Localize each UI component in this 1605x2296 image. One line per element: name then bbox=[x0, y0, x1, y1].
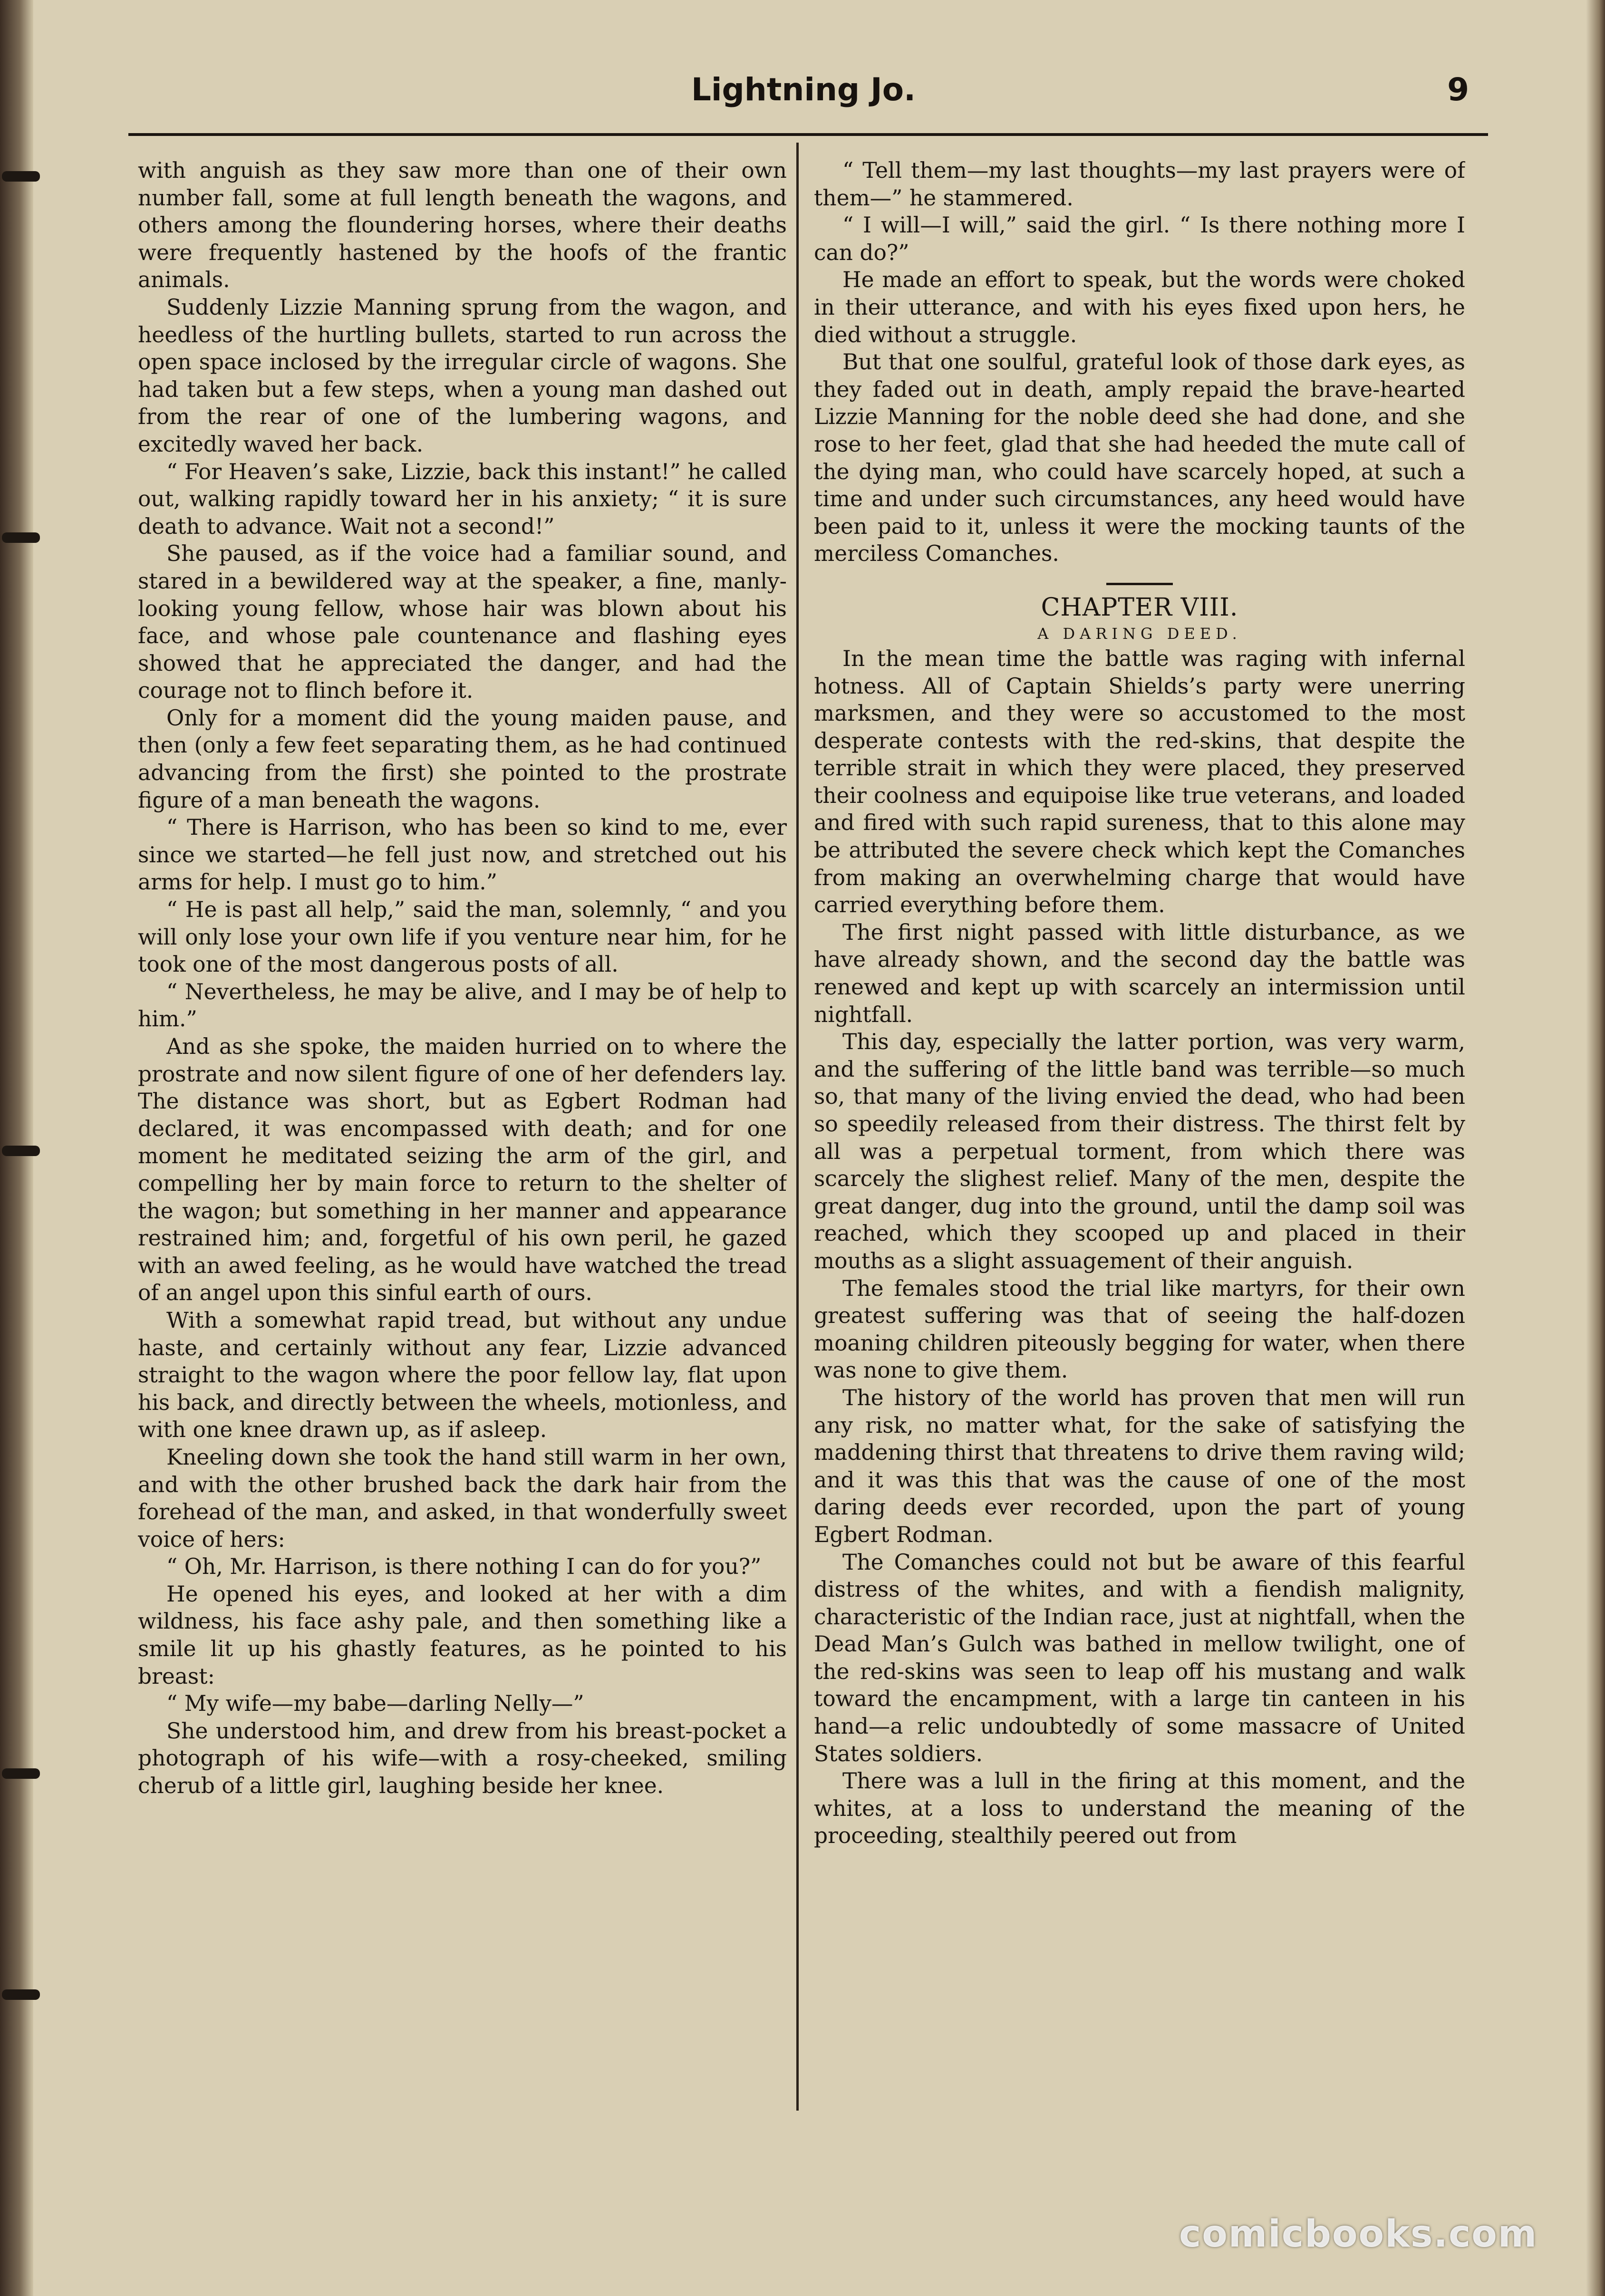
paragraph: “ My wife—my babe—darling Nelly—” bbox=[166, 1691, 584, 1717]
paragraph: And as she spoke, the maiden hurried on to where the prostrate and now silent figure of one of her defenders lay. The distance was short, but as Egbert Rodman had declared, it was encompassed with death; and for one moment he meditated seizing the arm of the girl, and compelling her by main force to return to the shelter of the wagon; but something in her manner and appearance restrained him; and, forgetful of his own peril, he gazed with an awed feeling, as he would have watched the tread of an angel upon this sinful earth of ours. bbox=[138, 1034, 787, 1306]
chapter-separator-rule bbox=[1106, 583, 1173, 585]
watermark: comicbooks.com bbox=[1179, 2213, 1538, 2256]
page-edge bbox=[1586, 0, 1605, 2296]
paragraph: “ Tell them—my last thoughts—my last prayers were of them—” he stammered. bbox=[814, 158, 1465, 211]
left-column bbox=[138, 157, 787, 2130]
paragraph: The females stood the trial like martyrs, for their own greatest suffering was that of seeing the half-dozen moaning children piteously begging for water, when there was none to give them. bbox=[814, 1275, 1465, 1383]
binding-stitch bbox=[2, 171, 40, 182]
paragraph: She paused, as if the voice had a familiar sound, and stared in a bewildered way at the speaker, a fine, manly-looking young fellow, whose hair was blown about his face, and whose pale countenance and flashing eyes showed that he appreciated the danger, and had the courage not to flinch before it. bbox=[138, 541, 787, 704]
column-divider bbox=[796, 143, 799, 2111]
binding-stitch bbox=[2, 1989, 40, 2000]
page-number: 9 bbox=[1447, 71, 1469, 108]
paragraph: He made an effort to speak, but the words were choked in their utterance, and with his eyes fixed upon hers, he died without a struggle. bbox=[814, 267, 1465, 347]
binding-stitch bbox=[2, 1768, 40, 1779]
running-title: Lightning Jo. bbox=[691, 71, 916, 108]
paragraph: With a somewhat rapid tread, but without any undue haste, and certainly without any fear, Lizzie advanced straight to the wagon where the poor fellow lay, flat upon his back, and directly between the wheels, motionless, and with one knee drawn up, as if asleep. bbox=[138, 1307, 787, 1443]
page-header bbox=[0, 71, 1605, 124]
paragraph: “ There is Harrison, who has been so kind to me, ever since we started—he fell just now, and stretched out his arms for help. I must go to him.” bbox=[138, 815, 787, 895]
binding-stitch bbox=[2, 532, 40, 543]
paragraph: The first night passed with little disturbance, as we have already shown, and the second day the battle was renewed and kept up with scarcely an intermission until nightfall. bbox=[814, 919, 1465, 1027]
paragraph: She understood him, and drew from his breast-pocket a photograph of his wife—with a rosy-cheeked, smiling cherub of a little girl, laughing beside her knee. bbox=[138, 1718, 787, 1799]
binding-stitch bbox=[2, 1146, 40, 1156]
paragraph: This day, especially the latter portion, was very warm, and the suffering of the little band was terrible—so much so, that many of the living envied the dead, who had been so speedily released from their distress. The thirst felt by all was a perpetual torment, from which there was scarcely the slighest relief. Many of the men, despite the great danger, dug into the ground, until the damp soil was reached, which they scooped up and placed in their mouths as a slight assuagement of their anguish. bbox=[814, 1029, 1465, 1273]
paragraph: The history of the world has proven that men will run any risk, no matter what, for the sake of satisfying the maddening thirst that threatens to drive them raving wild; and it was this that was the cause of one of the most daring deeds ever recorded, upon the part of young Egbert Rodman. bbox=[814, 1385, 1465, 1547]
paragraph: “ Nevertheless, he may be alive, and I may be of help to him.” bbox=[138, 979, 787, 1032]
paragraph: Suddenly Lizzie Manning sprung from the wagon, and heedless of the hurtling bullets, started to run across the open space inclosed by the irregular circle of wagons. She had taken but a few steps, when a young man dashed out from the rear of one of the lumbering wagons, and excitedly waved her back. bbox=[138, 294, 787, 457]
paragraph: Only for a moment did the young maiden pause, and then (only a few feet separating them, as he had continued advancing from the first) she pointed to the prostrate figure of a man beneath the wagons. bbox=[138, 705, 787, 813]
paragraph: “ Oh, Mr. Harrison, is there nothing I can do for you?” bbox=[166, 1554, 762, 1580]
paragraph: There was a lull in the firing at this moment, and the whites, at a loss to understand the meaning of the proceeding, stealthily peered out from bbox=[814, 1768, 1465, 1849]
paragraph: with anguish as they saw more than one of their own number fall, some at full length beneath the wagons, and others among the floundering horses, where their deaths were frequently hastened by the hoofs of the frantic animals. bbox=[138, 158, 787, 293]
chapter-subtitle: A DARING DEED. bbox=[1037, 624, 1242, 643]
paragraph: The Comanches could not but be aware of this fearful distress of the whites, and with a fiendish malignity, characteristic of the Indian race, just at nightfall, when the Dead Man’s Gulch was bathed in mellow twilight, one of the red-skins was seen to leap off his mustang and walk toward the encampment, with a large tin canteen in his hand—a relic undoubtedly of some massacre of United States soldiers. bbox=[814, 1549, 1465, 1766]
paragraph: But that one soulful, grateful look of those dark eyes, as they faded out in death, amply repaid the brave-hearted Lizzie Manning for the noble deed she had done, and she rose to her feet, glad that she had heeded the mute call of the dying man, who could have scarcely hoped, at such a time and under such circumstances, any heed would have been paid to it, unless it were the mocking taunts of the merciless Comanches. bbox=[814, 349, 1465, 567]
right-column bbox=[814, 157, 1465, 2130]
paragraph: “ He is past all help,” said the man, solemnly, “ and you will only lose your own life if you venture near him, for he took one of the most dangerous posts of all. bbox=[138, 897, 787, 977]
paragraph: He opened his eyes, and looked at her with a dim wildness, his face ashy pale, and then something like a smile lit up his ghastly features, as he pointed to his breast: bbox=[138, 1581, 787, 1689]
paragraph: Kneeling down she took the hand still warm in her own, and with the other brushed back the dark hair from the forehead of the man, and asked, in that wonderfully sweet voice of hers: bbox=[138, 1444, 787, 1552]
header-rule bbox=[128, 133, 1488, 136]
paragraph: “ I will—I will,” said the girl. “ Is there nothing more I can do?” bbox=[814, 212, 1465, 265]
chapter-title: CHAPTER VIII. bbox=[1041, 593, 1238, 622]
paragraph: In the mean time the battle was raging with infernal hotness. All of Captain Shields’s party were unerring marksmen, and they were so accustomed to the most desperate contests with the red-skins, that despite the terrible strait in which they were placed, they preserved their coolness and equipoise like true veterans, and loaded and fired with such rapid sureness, that to this alone may be attributed the severe check which kept the Comanches from making an overwhelming charge that would have carried everything before them. bbox=[814, 646, 1465, 918]
paragraph: “ For Heaven’s sake, Lizzie, back this instant!” he called out, walking rapidly toward her in his anxiety; “ it is sure death to advance. Wait not a second!” bbox=[138, 459, 787, 539]
